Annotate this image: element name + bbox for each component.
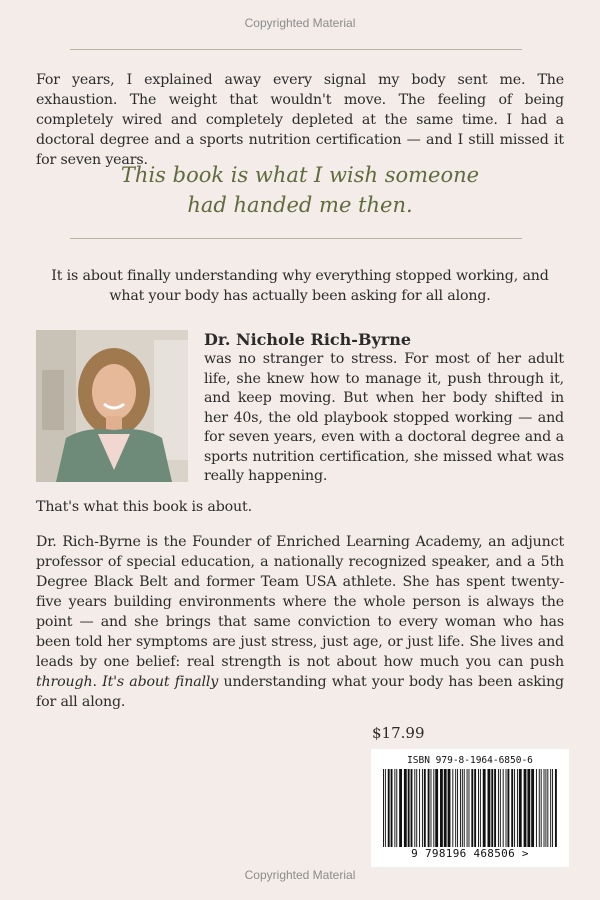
barcode-bar: [408, 769, 410, 847]
barcode-bar: [411, 769, 413, 847]
barcode-bar: [399, 769, 402, 847]
barcode-bar: [536, 769, 537, 847]
barcode-bar: [457, 769, 458, 847]
barcode-bar: [467, 769, 468, 847]
barcode-bar: [500, 769, 501, 847]
bio-text-1: Dr. Rich-Byrne is the Founder of Enriched Learning Academy, an adjunct professor of special education, a nationally recognized speaker, and a 5th Degree Black Belt and former Team USA athlete. She has spent twenty-five years building environments where the whole person is always the point — and she brings that same conviction to every woman who has been told her symptoms are just stress, just age, or just life. She lives and leads by one belief: real strength is not about how much you can push: [36, 534, 564, 670]
pull-quote-line-2: had handed me then.: [187, 193, 413, 217]
barcode-bar: [414, 769, 415, 847]
barcode-bar: [444, 769, 447, 847]
barcode-bar: [498, 769, 499, 847]
barcode-bar: [494, 769, 496, 847]
barcode-bar: [511, 769, 513, 847]
barcode-bar: [435, 769, 438, 847]
barcode-bar: [388, 769, 390, 847]
barcode-bar: [396, 769, 397, 847]
barcode-bar: [422, 769, 423, 847]
barcode-bar: [462, 769, 463, 847]
author-bio-intro: was no stranger to stress. For most of her adult life, she knew how to manage it, push through it, and keep moving. But when her body shifted in her 40s, the old playbook stopped working — and for seven years, even with a doctoral degree and a sports nutrition certification, she missed what was really happening.: [204, 351, 564, 484]
barcode-bar: [433, 769, 434, 847]
barcode-bar: [391, 769, 393, 847]
barcode-bar: [517, 769, 518, 847]
barcode-bar: [514, 769, 515, 847]
barcode-bar: [478, 769, 479, 847]
barcode-bars: [379, 769, 561, 847]
bio-text-through: through: [36, 674, 93, 690]
barcode-bar: [385, 769, 386, 847]
barcode-bar: [480, 769, 481, 847]
divider-bottom: [70, 238, 522, 239]
barcode-bar: [539, 769, 540, 847]
about-paragraph: It is about finally understanding why everything stopped working, and what your body has actually been asking for all along.: [51, 268, 549, 304]
barcode-bar: [506, 769, 507, 847]
barcode-bar: [419, 769, 420, 847]
barcode-bar: [519, 769, 522, 847]
barcode-bar: [552, 769, 553, 847]
barcode-bar: [424, 769, 426, 847]
barcode-bar: [464, 769, 465, 847]
barcode-bar: [483, 769, 486, 847]
barcode-bar: [404, 769, 407, 847]
pull-quote: [60, 160, 540, 220]
barcode-bar: [416, 769, 417, 847]
barcode-bar: [531, 769, 534, 847]
barcode-bar: [550, 769, 551, 847]
barcode-bar: [440, 769, 443, 847]
author-name: Dr. Nichole Rich-Byrne: [204, 330, 412, 349]
isbn-barcode: [371, 749, 569, 867]
barcode-bar: [503, 769, 504, 847]
barcode-bar: [452, 769, 453, 847]
divider-top: [70, 49, 522, 50]
copyright-watermark-top: Copyrighted Material: [244, 16, 356, 30]
barcode-bar: [541, 769, 542, 847]
barcode-bar: [527, 769, 530, 847]
bio-text-3: understanding what your body has been asking for all along.: [36, 674, 564, 710]
barcode-bar: [524, 769, 527, 847]
barcode-bar: [491, 769, 493, 847]
barcode-bar: [431, 769, 432, 847]
bio-text-2: .: [92, 674, 103, 690]
barcode-bar: [545, 769, 546, 847]
barcode-bar: [544, 769, 545, 847]
pull-quote-line-1: This book is what I wish someone: [120, 163, 480, 187]
barcode-bar: [383, 769, 384, 847]
barcode-bar: [471, 769, 473, 847]
barcode-bar: [507, 769, 509, 847]
barcode-bar: [455, 769, 456, 847]
author-photo: [36, 330, 188, 482]
barcode-bar: [469, 769, 470, 847]
barcode-bar: [547, 769, 548, 847]
barcode-bar: [488, 769, 491, 847]
barcode-bar: [448, 769, 451, 847]
barcode-bar: [428, 769, 430, 847]
barcode-bar: [474, 769, 476, 847]
isbn-label: ISBN 979-8-1964-6850-6: [407, 755, 533, 766]
copyright-watermark-bottom: Copyrighted Material: [244, 868, 356, 882]
barcode-bar: [460, 769, 461, 847]
barcode-bar: [394, 769, 395, 847]
thats-what-line: That's what this book is about.: [36, 499, 252, 515]
isbn-digits: 9 798196 468506 >: [411, 847, 529, 860]
author-bio-paragraph: [36, 532, 564, 712]
bio-text-italic: It's about finally: [102, 674, 219, 690]
intro-paragraph: For years, I explained away every signal my body sent me. The exhaustion. The weight that wouldn't move. The feeling of being completely wired and completely depleted at the same time. I had a doctoral degree and a sports nutrition certification — and I still missed it for seven years.: [36, 72, 564, 168]
price-label: $17.99: [372, 724, 425, 742]
barcode-bar: [555, 769, 557, 847]
